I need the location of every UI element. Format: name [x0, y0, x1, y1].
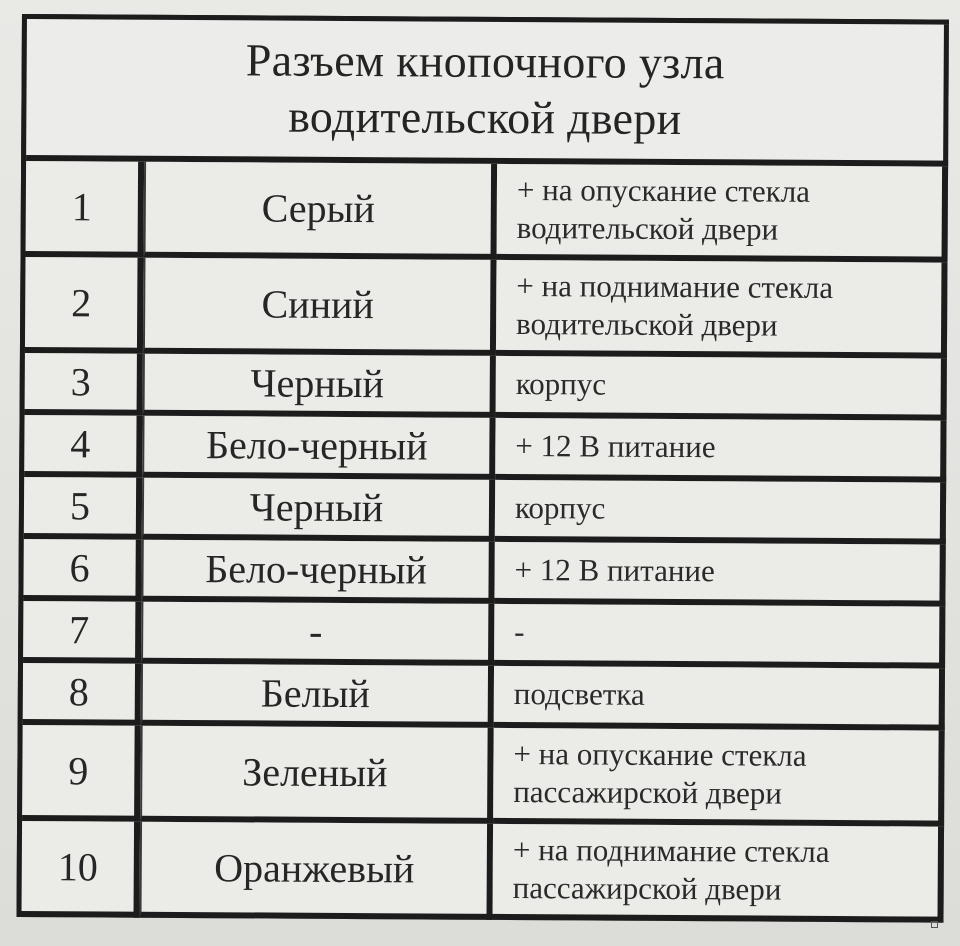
- pin-number: 1: [26, 161, 145, 258]
- pin-function: + на опускание стекла водительской двери: [497, 164, 949, 263]
- wire-color: Бело-черный: [141, 540, 494, 604]
- table-row: [25, 353, 947, 421]
- wire-color: Белый: [141, 664, 494, 728]
- wire-color: Черный: [143, 354, 496, 418]
- pin-number: 2: [25, 257, 144, 354]
- pin-number: 9: [22, 725, 141, 822]
- pin-function: + 12 В питание: [494, 542, 945, 607]
- table-title: [26, 19, 949, 167]
- table-row: [21, 821, 944, 923]
- pin-function: подсветка: [494, 666, 945, 731]
- pin-function: корпус: [495, 480, 946, 545]
- table-row: [24, 415, 946, 483]
- table-row: [26, 161, 949, 263]
- table-row: [23, 539, 945, 607]
- pin-function: + на поднимание стекла пассажирской двери: [492, 824, 944, 923]
- pin-number: 7: [23, 601, 141, 664]
- resize-handle: [931, 921, 938, 928]
- pin-function: + на поднимание стекла водительской двери: [496, 260, 948, 359]
- pin-number: 10: [21, 821, 140, 918]
- wire-color: -: [141, 602, 494, 666]
- wire-color: Черный: [142, 478, 495, 542]
- table-row: [23, 601, 945, 669]
- table-row: [22, 725, 945, 827]
- wire-color: Серый: [144, 162, 498, 260]
- table-row: [23, 663, 945, 731]
- wire-color: Синий: [143, 258, 497, 356]
- table-row: [24, 477, 946, 545]
- pin-number: 4: [24, 415, 142, 478]
- pin-number: 5: [24, 477, 142, 540]
- pin-function: + на опускание стекла пассажирской двери: [493, 728, 945, 827]
- pin-function: -: [494, 604, 945, 669]
- pin-number: 3: [25, 353, 143, 416]
- wire-color: Бело-черный: [142, 416, 495, 480]
- table-row: [25, 257, 948, 359]
- wire-color: Зеленый: [140, 726, 494, 824]
- pin-number: 6: [23, 539, 141, 602]
- pin-function: + 12 В питание: [495, 418, 946, 483]
- pin-function: корпус: [496, 356, 947, 421]
- table-title-line-2: водительской двери: [288, 90, 682, 145]
- wire-color: Оранжевый: [139, 822, 493, 920]
- pinout-table: [16, 14, 948, 923]
- pin-number: 8: [23, 663, 141, 726]
- table-title-line-1: Разъем кнопочного узла: [245, 34, 725, 89]
